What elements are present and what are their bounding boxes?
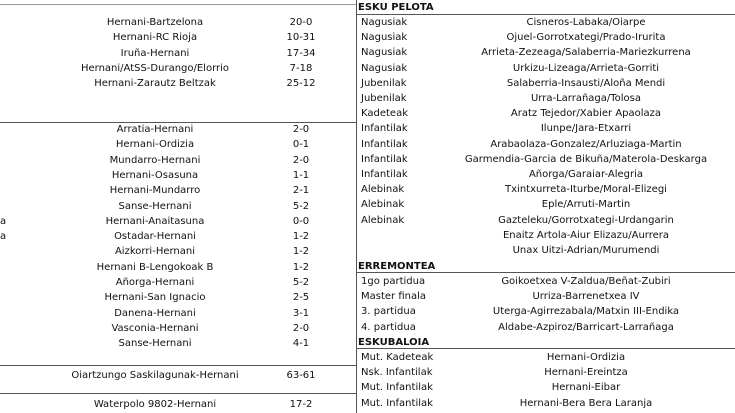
match-cell: Cisneros-Labaka/Oiarpe [526, 17, 646, 28]
score-cell: 5-2 [292, 200, 310, 212]
table-row [0, 368, 356, 383]
table-row [0, 214, 356, 229]
category-cell: Jubenilak [361, 93, 407, 104]
table-row [356, 350, 735, 365]
table-row [0, 46, 356, 61]
table-row [0, 183, 356, 198]
score-cell: 20-0 [289, 17, 313, 28]
score-cell: 0-0 [292, 215, 310, 227]
match-cell: Sanse-Hernani [118, 338, 192, 350]
table-row [356, 152, 735, 167]
table-row [0, 76, 356, 91]
match-cell: Hernani B-Lengokoak B [96, 261, 214, 273]
category-cell: Infantilak [361, 123, 408, 135]
category-cell: Alebinak [361, 199, 405, 211]
score-cell: 4-1 [292, 338, 310, 350]
score-cell: 5-2 [292, 277, 310, 288]
table-row [0, 290, 356, 305]
table-row [0, 244, 356, 259]
match-cell: Ostadar-Hernani [114, 231, 196, 243]
match-cell: Arabaolaza-Gonzalez/Arluziaga-Martin [490, 138, 682, 150]
score-cell: 10-31 [286, 32, 316, 44]
match-cell: Hernani-RC Rioja [112, 32, 198, 44]
match-cell: Iruña-Hernani [120, 47, 190, 59]
table-row [356, 106, 735, 121]
left-divider-4 [0, 393, 356, 394]
match-cell: Aizkorri-Hernani [114, 246, 196, 258]
category-cell: Alebinak [361, 184, 405, 196]
table-row [356, 182, 735, 197]
table-row [0, 30, 356, 45]
row-edge-text: a [0, 215, 7, 227]
category-cell: Kadeteak [361, 108, 409, 120]
match-cell: Uterga-Agirrezabala/Matxin III-Endika [492, 306, 680, 318]
category-cell: Nagusiak [361, 32, 408, 44]
match-cell: Eple/Arruti-Martin [541, 199, 631, 211]
table-row [0, 321, 356, 336]
category-cell: Infantilak [361, 153, 408, 165]
match-cell: Gazteleku/Gorrotxategi-Urdangarin [498, 214, 674, 226]
score-cell: 1-1 [292, 169, 310, 181]
match-cell: Hernani-San Ignacio [104, 292, 206, 304]
score-cell: 0-1 [292, 139, 310, 151]
table-row [0, 137, 356, 152]
match-cell: Txintxurreta-Iturbe/Moral-Elizegi [505, 184, 667, 196]
score-cell: 1-2 [292, 231, 310, 243]
match-cell: Hernani-Bera Bera Laranja [519, 397, 653, 409]
category-cell: 1go partidua [361, 276, 426, 287]
score-cell: 2-5 [292, 292, 310, 304]
score-cell: 2-1 [292, 185, 310, 197]
table-row [356, 289, 735, 304]
match-cell: Danena-Hernani [114, 307, 196, 319]
match-cell: Urra-Larrañaga/Tolosa [530, 93, 642, 104]
row-edge-text: a [0, 231, 7, 243]
table-row [356, 365, 735, 380]
match-cell: Hernani-Anaitasuna [105, 215, 205, 227]
match-cell: Waterpolo 9802-Hernani [93, 399, 217, 410]
left-divider-1 [0, 4, 356, 5]
match-cell: Sanse-Hernani [118, 200, 192, 212]
match-cell: Hernani/AtSS-Durango/Elorrio [80, 62, 230, 74]
match-cell: Hernani-Ereintza [544, 367, 628, 379]
table-row [0, 199, 356, 214]
match-cell: Hernani-Zarautz Beltzak [94, 78, 216, 90]
match-cell: Vasconia-Hernani [111, 322, 199, 334]
match-cell: Hernani-Eibar [551, 382, 621, 394]
category-cell: Nagusiak [361, 62, 408, 74]
category-cell: Mut. Infantilak [361, 382, 433, 394]
table-row [0, 229, 356, 244]
score-cell: 25-12 [286, 78, 316, 90]
table-row [0, 15, 356, 30]
category-cell: Nagusiak [361, 47, 408, 59]
table-row [356, 61, 735, 76]
score-cell: 2-0 [292, 322, 310, 334]
table-row [0, 336, 356, 351]
table-row [356, 320, 735, 335]
score-cell: 2-0 [292, 124, 310, 135]
match-cell: Añorga/Garaiar-Alegria [528, 169, 644, 180]
match-cell: Ilunpe/Jara-Etxarri [540, 123, 632, 135]
table-row [356, 30, 735, 45]
score-cell: 7-18 [289, 62, 313, 74]
score-cell: 17-2 [289, 399, 313, 410]
score-cell: 1-2 [292, 261, 310, 273]
table-row [356, 137, 735, 152]
left-divider-3 [0, 365, 356, 366]
match-cell: Añorga-Hernani [115, 277, 195, 288]
score-cell: 3-1 [292, 307, 310, 319]
table-row [0, 397, 356, 412]
category-cell: Nagusiak [361, 17, 408, 28]
table-row [356, 380, 735, 395]
match-cell: Arratia-Hernani [116, 124, 194, 135]
table-row [356, 91, 735, 106]
table-row [356, 243, 735, 258]
category-cell: Jubenilak [361, 77, 407, 89]
table-row [0, 275, 356, 290]
table-row [356, 121, 735, 136]
match-cell: Aratz Tejedor/Xabier Apaolaza [510, 108, 662, 120]
score-cell: 63-61 [286, 370, 316, 381]
match-cell: Goikoetxea V-Zaldua/Beñat-Zubiri [501, 276, 671, 287]
category-cell: Nsk. Infantilak [361, 367, 433, 379]
match-cell: Hernani-Ordizia [115, 139, 195, 151]
match-cell: Oiartzungo Saskilagunak-Hernani [71, 370, 239, 381]
table-row [0, 260, 356, 275]
match-cell: Mundarro-Hernani [109, 154, 201, 166]
category-cell: 3. partidua [361, 306, 416, 318]
table-row [356, 76, 735, 91]
table-row [356, 15, 735, 30]
section-title: ERREMONTEA [358, 261, 436, 272]
match-cell: Salaberria-Insausti/Aloña Mendi [506, 77, 666, 89]
match-cell: Unax Uitzi-Adrian/Murumendi [512, 245, 660, 256]
category-cell: Master finala [361, 291, 426, 303]
table-row [356, 197, 735, 212]
table-row [356, 167, 735, 182]
table-row [356, 213, 735, 228]
match-cell: Garmendia-Garcia de Bikuña/Materola-Deskarga [464, 153, 708, 165]
match-cell: Ojuel-Gorrotxategi/Prado-Irurita [506, 32, 666, 44]
match-cell: Hernani-Osasuna [111, 169, 199, 181]
score-cell: 1-2 [292, 246, 310, 258]
category-cell: Mut. Kadeteak [361, 352, 434, 363]
match-cell: Hernani-Bartzelona [106, 17, 204, 28]
category-cell: 4. partidua [361, 321, 416, 333]
match-cell: Aldabe-Azpiroz/Barricart-Larrañaga [498, 321, 674, 333]
table-row [0, 306, 356, 321]
table-row [356, 228, 735, 243]
score-cell: 17-34 [286, 47, 316, 59]
table-row [356, 45, 735, 60]
table-row [0, 61, 356, 76]
score-cell: 2-0 [292, 154, 310, 166]
category-cell: Mut. Infantilak [361, 397, 433, 409]
table-row [356, 396, 735, 411]
match-cell: Hernani-Mundarro [109, 185, 201, 197]
match-cell: Urkizu-Lizeaga/Arrieta-Gorriti [512, 62, 660, 74]
category-cell: Infantilak [361, 138, 408, 150]
table-row [0, 153, 356, 168]
match-cell: Arrieta-Zezeaga/Salaberria-Mariezkurrena [481, 47, 691, 59]
table-row [0, 122, 356, 137]
category-cell: Alebinak [361, 214, 405, 226]
section-title: ESKUBALOIA [358, 337, 430, 348]
match-cell: Urriza-Barrenetxea IV [532, 291, 640, 303]
match-cell: Enaitz Artola-Aiur Elizazu/Aurrera [502, 229, 670, 241]
match-cell: Hernani-Ordizia [546, 352, 626, 363]
table-row [356, 274, 735, 289]
table-row [356, 304, 735, 319]
table-row [0, 168, 356, 183]
section-title: ESKU PELOTA [358, 2, 434, 13]
category-cell: Infantilak [361, 169, 408, 180]
